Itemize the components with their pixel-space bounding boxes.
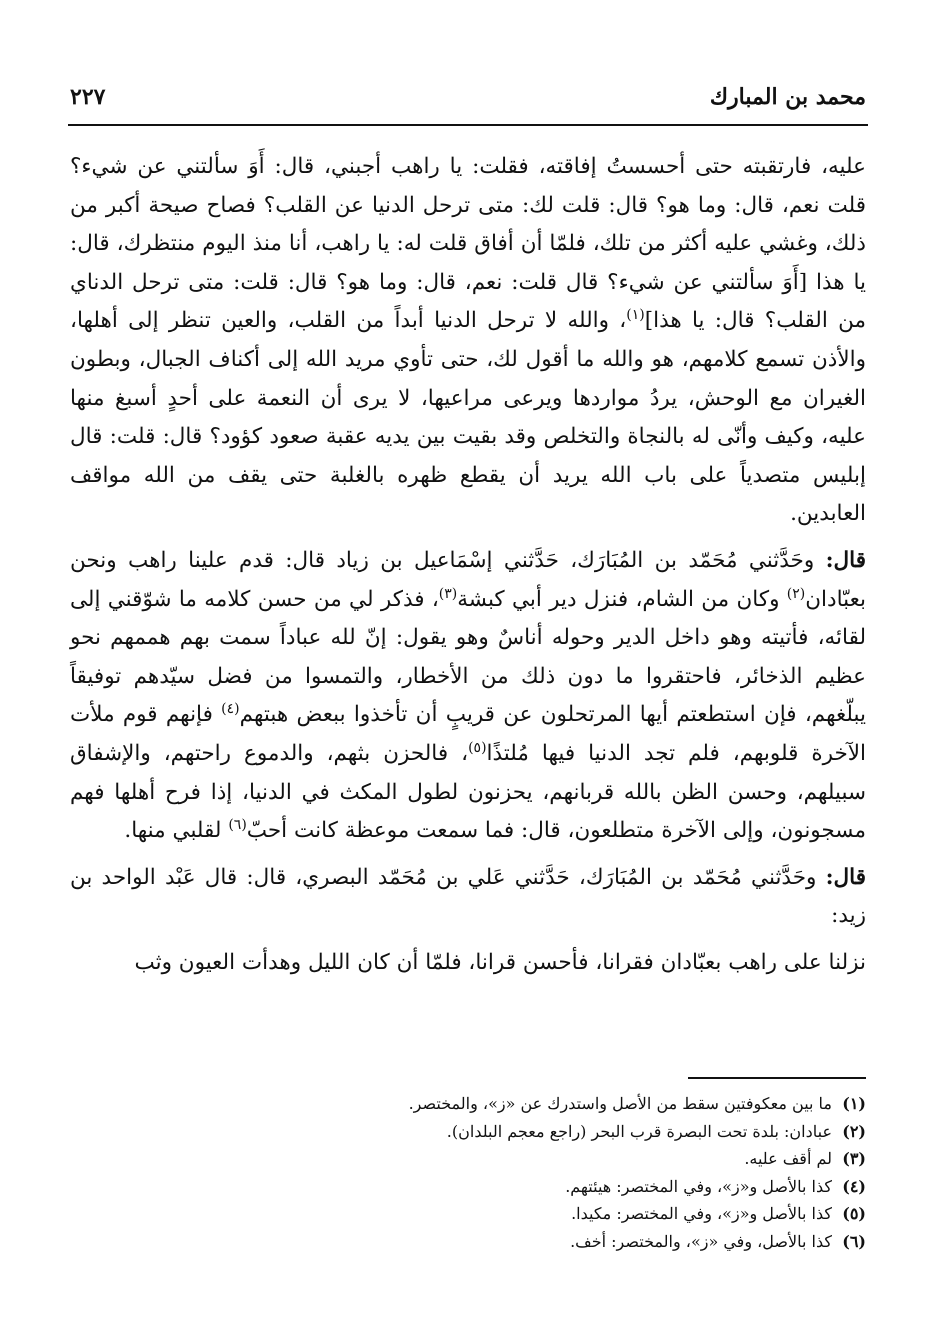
footnote-4 (70, 1173, 866, 1201)
header-rule (68, 124, 868, 126)
footnote-number: (٤) (842, 1176, 866, 1196)
footnote-number: (٣) (842, 1149, 866, 1168)
footnote-text: ما بين معكوفتين سقط من الأصل واستدرك عن «ز»، والمختصر. (408, 1094, 832, 1113)
footnote-ref-1: (١) (626, 307, 645, 324)
paragraph-1 (70, 148, 866, 534)
running-head: محمد بن المبارك (709, 84, 866, 110)
footnote-text: كذا بالأصل و«ز»، وفي المختصر: هيئتهم. (565, 1176, 832, 1196)
footnote-ref-4: (٤) (221, 701, 240, 718)
footnote-text: كذا بالأصل، وفي «ز»، والمختصر: أخف. (570, 1231, 832, 1251)
page-header (70, 82, 866, 122)
paragraph-1-text: عليه، فارتقبته حتى أحسستُ إفاقته، فقلت: يا راهب أجبني، قال: أَوَ سألتني عن شيء؟ قلت نعم، قال: وما هو؟ قال: قلت لك: متى ترحل الدنيا عن القلب؟ فصاح صيحة أكبر من ذلك، وغشي عليه أكثر من تلك، فلمّا أن أفاق قلت له: يا راهب، أنا منذ اليوم منتظرك، قال: يا هذا [أَوَ سألتني عن شيء؟ قال قلت: نعم، قال: وما هو؟ قال: قلت: متى ترحل الدناي من القلب؟ قال: يا هذا] (70, 154, 866, 334)
footnote-number: (١) (842, 1094, 866, 1113)
footnote-text: لم أقف عليه. (744, 1149, 832, 1168)
footnote-number: (٥) (842, 1204, 866, 1223)
footnote-text: عبادان: بلدة تحت البصرة قرب البحر (راجع معجم البلدان). (446, 1121, 832, 1141)
page-number: ٢٢٧ (70, 84, 106, 110)
paragraph-1-rest: ، والله لا ترحل الدنيا أبداً من القلب، والعين تنظر إلى أهلها، والأذن تسمع كلامهم، هو والله ما أقول لك، حتى تأوي مريد الله إلى أكناف الجبال، وبطون الغيران مع الوحش، يردُ مواردها ويرعى مراعيها، لا يرى أن النعمة على أحدٍ أسبغ منها عليه، وكيف وأنّى له بالنجاة والتخلص وقد بقيت بين يديه عقبة صعود كؤود؟ قال: قلت: قال إبليس متصدياً على باب الله يريد أن يقطع ظهره بالغلبة حتى يقف من الله مواقف العابدين. (70, 308, 866, 527)
paragraph-4-text: نزلنا على راهب بعبّادان فقرانا، فأحسن قرانا، فلمّا أن كان الليل وهدأت العيون وثب (134, 949, 866, 975)
footnote-number: (٦) (842, 1231, 866, 1251)
paragraph-2-text-c: ، فذكر لي من حسن كلامه ما شوّقني إلى لقائه، فأتيته وهو داخل الدير وحوله أناسٌ وهو يقول: إنّ لله عباداً سمت بهم هممهم نحو عظيم الذخائر، فاحتقروا ما دون ذلك من الأخطار، والتمسوا من فضل سيّدهم توفيقاً يبلّغهم، فإن استطعتم أيها المرتحلون عن قريبٍ أن تأخذوا ببعض هبتهم (70, 586, 866, 728)
footnote-ref-3: (٣) (438, 585, 458, 602)
paragraph-2-text-f: لقلبي منها. (124, 818, 229, 844)
paragraph-2-text-e: ، فالحزن بثهم، والدموع راحتهم، والإشفاق سبيلهم، وحسن الظن بالله قربانهم، يحزنون لطول المكث في الدنيا، إذا فرح أهلها فهم مسجونون، وإلى الآخرة متطلعون، قال: فما سمعت موعظة كانت أحبّ (70, 740, 866, 844)
paragraph-3-lead: قال: (825, 864, 866, 890)
footnote-5 (70, 1200, 866, 1228)
paragraph-4 (70, 944, 866, 983)
footnote-1 (70, 1090, 866, 1118)
footnote-ref-6: (٦) (228, 816, 247, 833)
paragraph-2-lead: قال: (825, 547, 866, 573)
paragraph-2-text-a: وحَدَّثني مُحَمّد بن المُبَارَك، حَدَّثني إسْمَاعيل بن زياد قال: قدم علينا راهب ونحن بعبّادان (70, 547, 866, 612)
footnote-2 (70, 1118, 866, 1146)
footnote-number: (٢) (842, 1121, 866, 1141)
paragraph-3-text: وحَدَّثني مُحَمّد بن المُبَارَك، حَدَّثني عَلي بن مُحَمّد البصري، قال: قال عَبْد الواحد بن زيد: (70, 864, 866, 929)
footnote-ref-5: (٥) (468, 739, 487, 756)
main-text (70, 148, 866, 990)
paragraph-2 (70, 542, 866, 851)
footnotes (70, 1090, 866, 1255)
footnote-rule (688, 1077, 866, 1079)
footnote-text: كذا بالأصل و«ز»، وفي المختصر: مكيدا. (571, 1204, 832, 1223)
footnote-3 (70, 1145, 866, 1173)
footnote-ref-2: (٢) (786, 585, 806, 602)
paragraph-3 (70, 859, 866, 936)
paragraph-2-text-d: فإنهم قوم ملأت الآخرة قلوبهم، فلم تجد الدنيا فيها مُلتذًا (70, 702, 867, 766)
paragraph-2-text-b: وكان من الشام، فنزل دير أبي كبشة (457, 586, 787, 612)
footnote-6 (70, 1228, 866, 1256)
